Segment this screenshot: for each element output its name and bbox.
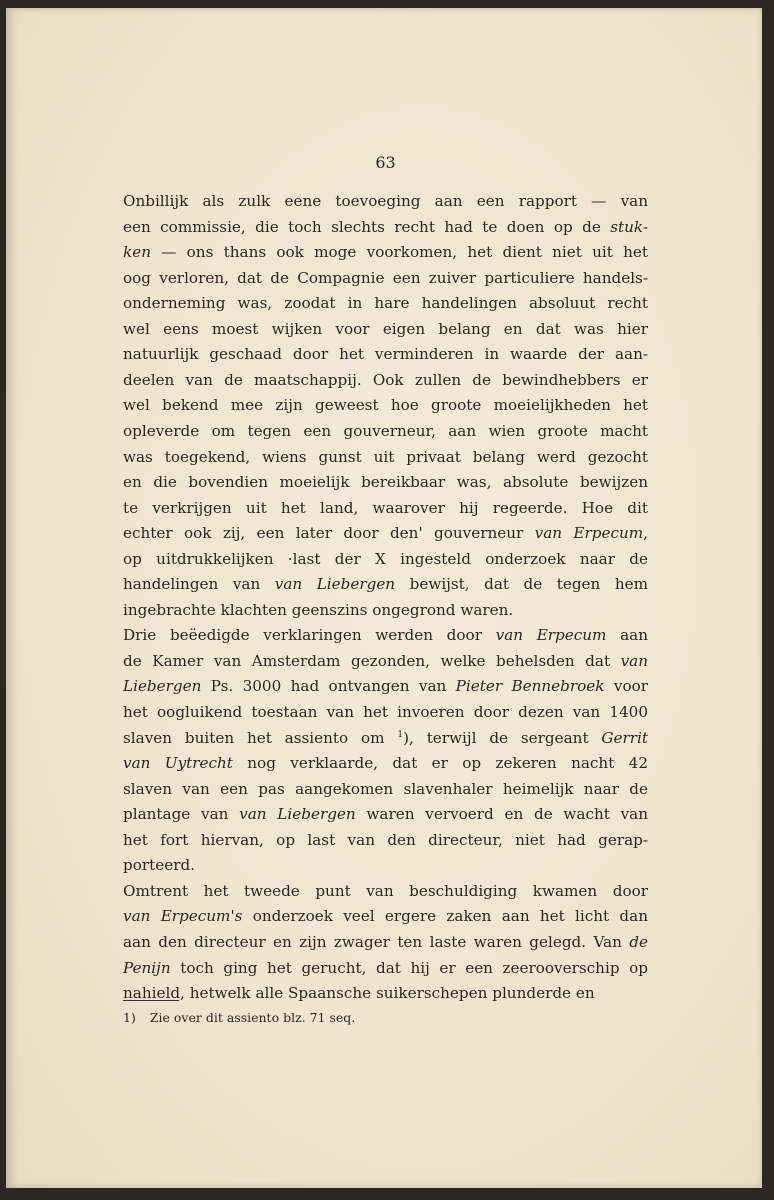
italic-name: van Erpecum	[534, 524, 644, 543]
text-run: — ons thans ook moge voorkomen, het dient niet uit het	[150, 243, 648, 262]
text-line	[123, 930, 648, 955]
text-run: onderzoek veel ergere zaken aan het licht dan	[242, 907, 648, 926]
text-run: wel eens moest wijken voor eigen belang en dat was hier	[123, 319, 648, 338]
text-line	[123, 291, 648, 316]
text-run: ingebrachte klachten geenszins ongegrond waren.	[123, 600, 514, 619]
text-run: een commissie, die toch slechts recht had te doen op de	[123, 217, 611, 236]
footnote-ref: 1	[397, 729, 404, 740]
text-line	[123, 496, 648, 521]
italic-name: van Erpecum's	[123, 907, 243, 926]
text-run: de Kamer van Amsterdam gezonden, welke behelsden dat	[123, 651, 621, 670]
text-run: voor	[604, 677, 648, 696]
text-run: ), terwijl de sergeant	[403, 728, 602, 747]
text-run: echter ook zij, een later door den' gouverneur	[123, 524, 535, 543]
text-line	[123, 445, 648, 470]
text-line	[123, 470, 648, 495]
text-run: slaven buiten het assiento om	[123, 728, 398, 747]
italic-name: van Liebergen	[274, 575, 396, 594]
text-run: handelingen van	[123, 575, 275, 594]
text-run: plantage van	[123, 805, 240, 824]
text-run: Omtrent het tweede punt van beschuldiging kwamen door	[123, 881, 648, 900]
text-run: het oogluikend toestaan van het invoeren door dezen van 1400	[123, 703, 648, 721]
text-run: natuurlijk geschaad door het verminderen in waarde der aan-	[123, 345, 648, 364]
text-run: was toegekend, wiens gunst uit privaat belang werd gezocht	[123, 447, 648, 466]
text-line	[123, 215, 648, 240]
italic-name: van	[620, 651, 648, 670]
text-run: deelen van de maatschappij. Ook zullen de bewindhebbers er	[123, 370, 648, 389]
text-line	[123, 674, 648, 699]
text-run: aan den directeur en zijn zwager ten laste waren gelegd. Van	[123, 932, 630, 951]
text-run: Drie beëedigde verklaringen werden door	[123, 626, 496, 645]
text-line	[123, 368, 648, 393]
text-line	[123, 956, 648, 981]
italic-name: stuk-	[610, 217, 648, 236]
page-number: 63	[375, 153, 396, 172]
text-run: het fort hiervan, op last van den directeur, niet had gerap-	[123, 830, 648, 849]
text-run: aan	[606, 626, 649, 645]
text-line	[123, 547, 648, 572]
italic-name: van Erpecum	[495, 626, 607, 645]
italic-name: Pieter Bennebroek	[455, 677, 605, 696]
italic-name: Liebergen	[123, 677, 202, 696]
text-run: op uitdrukkelijken ·last der X ingesteld onderzoek naar de	[123, 549, 648, 568]
text-run: wel bekend mee zijn geweest hoe groote moeielijkheden het	[123, 396, 648, 415]
italic-name: de	[629, 932, 648, 951]
footnote-mark: 1)	[123, 1010, 136, 1025]
text-run: porteerd.	[123, 856, 196, 875]
text-line	[123, 623, 648, 648]
text-line	[123, 981, 648, 1006]
italic-name: ken	[123, 243, 151, 262]
italic-name: van Uytrecht	[123, 754, 233, 773]
text-line	[123, 572, 648, 597]
text-run: te verkrijgen uit het land, waarover hij regeerde. Hoe dit	[123, 498, 648, 517]
text-line	[123, 393, 648, 418]
text-line	[123, 828, 648, 853]
text-line	[123, 189, 648, 214]
italic-name: Gerrit	[601, 728, 648, 747]
text-line	[123, 419, 648, 444]
text-run: Ps. 3000 had ontvangen van	[201, 677, 456, 696]
text-run: waren vervoerd en de wacht van	[355, 805, 649, 824]
text-run: en die bovendien moeielijk bereikbaar was, absolute bewijzen	[123, 473, 648, 492]
text-line	[123, 879, 648, 904]
text-run: toch ging het gerucht, dat hij er een zeerooverschip op	[170, 958, 648, 977]
text-line	[123, 649, 648, 674]
text-line	[123, 342, 648, 367]
text-line	[123, 802, 648, 827]
text-line	[123, 240, 648, 265]
text-line	[123, 317, 648, 342]
text-line	[123, 777, 648, 802]
book-page	[6, 8, 762, 1188]
text-run: onderneming was, zoodat in hare handelingen absoluut recht	[123, 294, 648, 313]
text-line	[123, 751, 648, 776]
italic-name: van Liebergen	[239, 805, 356, 824]
footnote-text: Zie over dit assiento blz. 71 seq.	[149, 1010, 356, 1025]
text-line	[123, 266, 648, 291]
text-run: ,	[643, 524, 648, 543]
italic-name: Penijn	[123, 958, 171, 977]
text-run: nahield, hetwelk alle Spaansche suikerschepen plunderde en	[123, 984, 595, 1003]
text-line	[123, 853, 648, 878]
footnote-rule	[123, 1000, 179, 1001]
text-run: Onbillijk als zulk eene toevoeging aan een rapport — van	[123, 192, 648, 210]
text-line	[123, 700, 648, 725]
text-line	[123, 904, 648, 929]
text-run: opleverde om tegen een gouverneur, aan wien groote macht	[123, 421, 648, 440]
text-run: bewijst, dat de tegen hem	[395, 575, 649, 594]
text-line	[123, 521, 648, 546]
text-line	[123, 726, 648, 751]
text-run: oog verloren, dat de Compagnie een zuiver particuliere handels-	[123, 268, 648, 287]
text-run: slaven van een pas aangekomen slavenhaler heimelijk naar de	[123, 779, 648, 798]
footnote	[123, 1010, 355, 1025]
text-run: nog verklaarde, dat er op zekeren nacht 42	[232, 754, 648, 773]
text-line	[123, 598, 648, 623]
